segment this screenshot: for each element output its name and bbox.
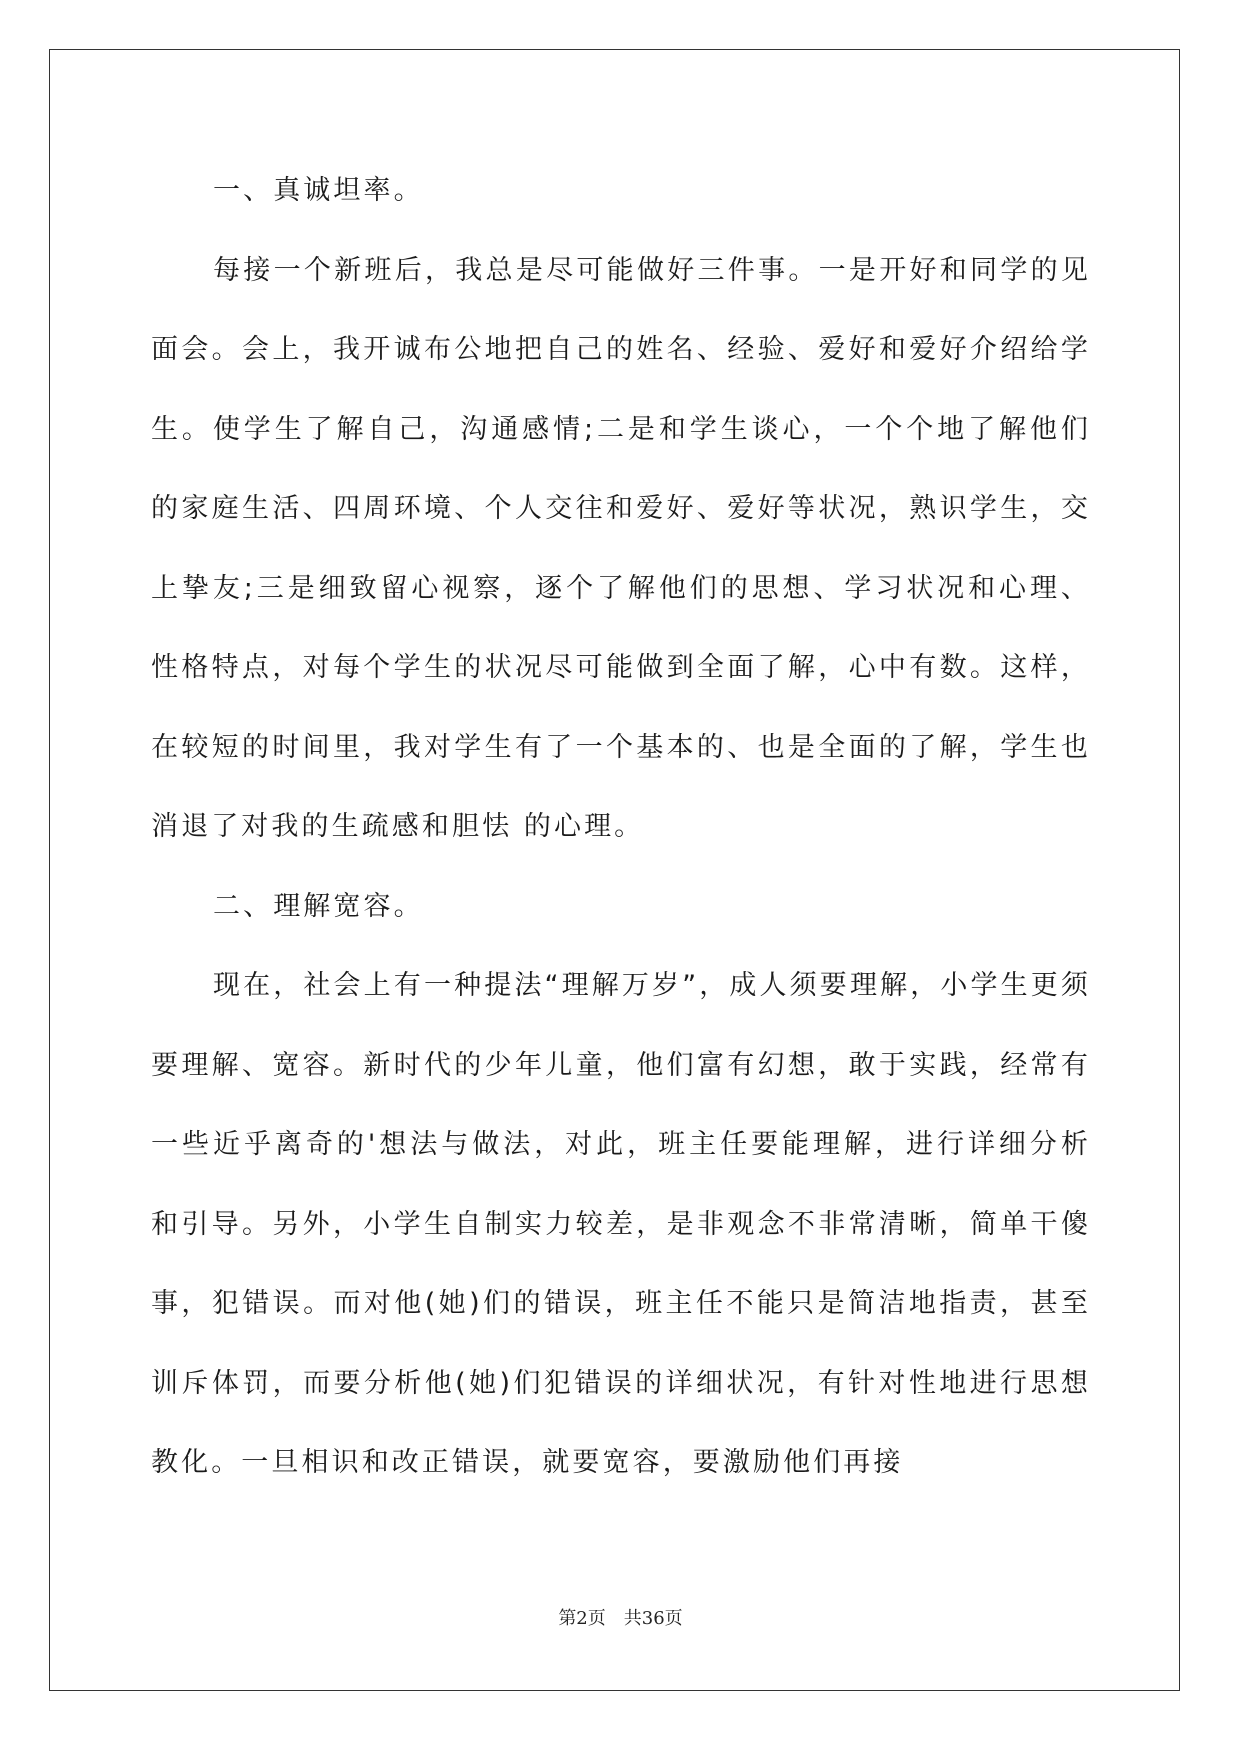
document-body [151, 151, 1091, 1503]
page-number: 第2页 [558, 1608, 606, 1629]
section-heading-2: 二、理解宽容。 [213, 890, 424, 922]
page-footer [0, 1604, 1241, 1630]
paragraph-2: 现在，社会上有一种提法“理解万岁”，成人须要理解，小学生更须要理解、宽容。新时代的少年儿童，他们富有幻想，敢于实践，经常有一些近乎离奇的'想法与做法，对此，班主任要能理解，进行详细分析和引导。另外，小学生自制实力较差，是非观念不非常清晰，简单干傻事，犯错误。而对他(她)们的错误，班主任不能只是简洁地指责，甚至训斥体罚，而要分析他(她)们犯错误的详细状况，有针对性地进行思想教化。一旦相识和改正错误，就要宽容，要激励他们再接 [151, 970, 1091, 1478]
paragraph-1: 每接一个新班后，我总是尽可能做好三件事。一是开好和同学的见面会。会上，我开诚布公地把自己的姓名、经验、爱好和爱好介绍给学生。使学生了解自己，沟通感情;二是和学生谈心，一个个地了解他们的家庭生活、四周环境、个人交往和爱好、爱好等状况，熟识学生，交上挚友;三是细致留心视察，逐个了解他们的思想、学习状况和心理、性格特点，对每个学生的状况尽可能做到全面了解，心中有数。这样，在较短的时间里，我对学生有了一个基本的、也是全面的了解，学生也消退了对我的生疏感和胆怯 的心理。 [151, 254, 1091, 842]
page-total: 共36页 [623, 1608, 683, 1629]
section-heading-1: 一、真诚坦率。 [213, 175, 424, 206]
